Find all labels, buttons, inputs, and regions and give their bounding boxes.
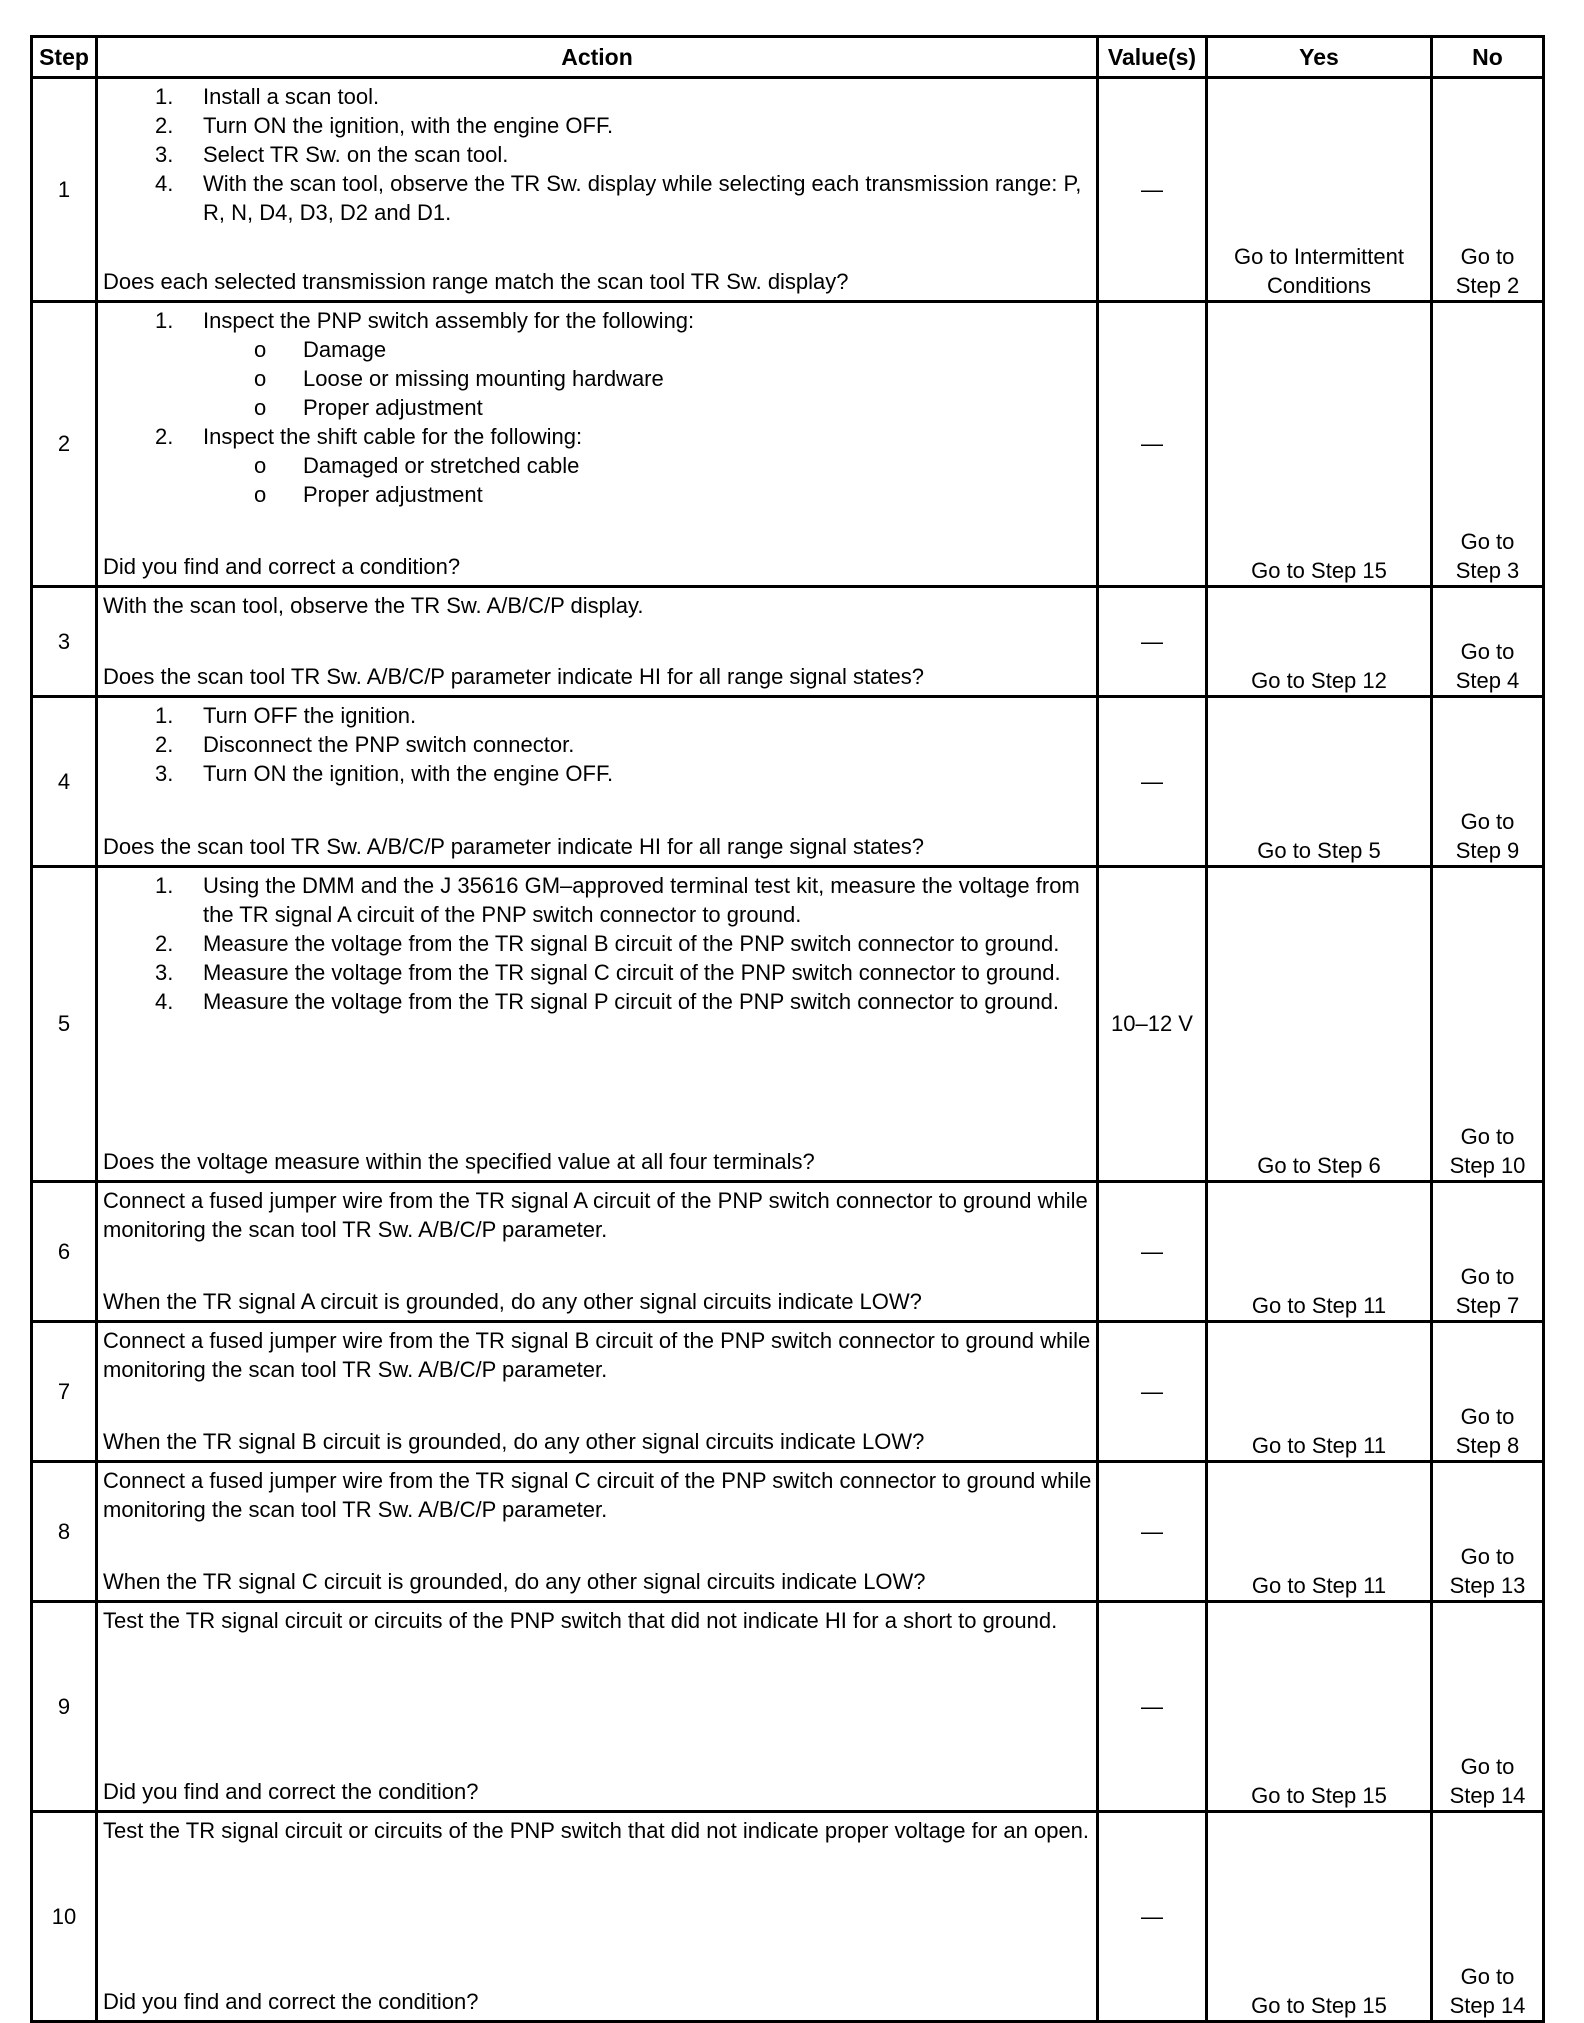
header-no: No bbox=[1432, 37, 1544, 78]
action-intro: Connect a fused jumper wire from the TR signal A circuit of the PNP switch connector to ground while monitoring the scan tool TR Sw. A/B/C/P parameter. bbox=[103, 1188, 1088, 1242]
action-step-number: 1. bbox=[155, 703, 174, 728]
action-cell bbox=[97, 78, 1098, 302]
action-cell bbox=[97, 1812, 1098, 2022]
sub-item-text: Damaged or stretched cable bbox=[303, 453, 580, 478]
value-cell: — bbox=[1098, 1462, 1207, 1602]
action-content bbox=[98, 1463, 1096, 1600]
table-row bbox=[32, 1812, 1544, 2022]
action-step-text: Disconnect the PNP switch connector. bbox=[203, 732, 575, 757]
action-step bbox=[103, 929, 1092, 958]
action-cell bbox=[97, 1602, 1098, 1812]
no-outcome bbox=[1432, 1812, 1544, 2022]
no-outcome bbox=[1432, 302, 1544, 587]
action-step bbox=[103, 169, 1092, 227]
action-step-text: Turn OFF the ignition. bbox=[203, 703, 417, 728]
sub-item bbox=[103, 393, 1092, 422]
step-number: 5 bbox=[32, 867, 97, 1182]
action-step bbox=[103, 987, 1092, 1016]
sub-item bbox=[103, 364, 1092, 393]
circle-bullet-icon: o bbox=[254, 482, 267, 507]
action-instructions bbox=[103, 1326, 1092, 1384]
no-outcome-line: Go to bbox=[1460, 1544, 1515, 1569]
yes-outcome: Go to Step 5 bbox=[1207, 697, 1432, 867]
action-steps-list bbox=[103, 871, 1092, 1016]
circle-bullet-icon: o bbox=[254, 453, 267, 478]
header-action: Action bbox=[97, 37, 1098, 78]
action-step-number: 1. bbox=[155, 308, 174, 333]
action-question: Does the scan tool TR Sw. A/B/C/P parameter indicate HI for all range signal states? bbox=[103, 834, 924, 859]
action-step-text: Measure the voltage from the TR signal P circuit of the PNP switch connector to ground. bbox=[203, 989, 1059, 1014]
action-question: Did you find and correct the condition? bbox=[103, 1779, 479, 1804]
value-cell: — bbox=[1098, 1182, 1207, 1322]
action-step-text: Inspect the PNP switch assembly for the following: bbox=[203, 308, 695, 333]
no-outcome-line: Go to bbox=[1460, 1264, 1515, 1289]
action-steps-list bbox=[103, 82, 1092, 227]
table-row bbox=[32, 587, 1544, 697]
action-intro: With the scan tool, observe the TR Sw. A/B/C/P display. bbox=[103, 593, 644, 618]
step-number: 1 bbox=[32, 78, 97, 302]
value-cell: — bbox=[1098, 302, 1207, 587]
action-instructions bbox=[103, 1606, 1092, 1635]
action-step-text: Measure the voltage from the TR signal C circuit of the PNP switch connector to ground. bbox=[203, 960, 1061, 985]
yes-outcome: Go to Step 15 bbox=[1207, 1812, 1432, 2022]
action-step-number: 4. bbox=[155, 989, 174, 1014]
no-outcome-line: Step 4 bbox=[1455, 668, 1520, 693]
no-outcome-line: Step 10 bbox=[1449, 1153, 1526, 1178]
sub-item bbox=[103, 335, 1092, 364]
sub-item bbox=[103, 480, 1092, 509]
no-outcome-line: Go to bbox=[1460, 244, 1515, 269]
action-step-text: Measure the voltage from the TR signal B circuit of the PNP switch connector to ground. bbox=[203, 931, 1060, 956]
action-instructions bbox=[103, 591, 1092, 620]
action-content bbox=[98, 868, 1096, 1180]
action-step bbox=[103, 111, 1092, 140]
no-outcome-line: Go to bbox=[1460, 1404, 1515, 1429]
action-question: Did you find and correct the condition? bbox=[103, 1989, 479, 2014]
no-outcome-line: Step 9 bbox=[1455, 838, 1520, 863]
no-outcome-line: Step 3 bbox=[1455, 558, 1520, 583]
no-outcome bbox=[1432, 78, 1544, 302]
action-instructions bbox=[103, 701, 1092, 788]
value-cell: — bbox=[1098, 1602, 1207, 1812]
action-content bbox=[98, 698, 1096, 865]
step-number: 4 bbox=[32, 697, 97, 867]
action-question: When the TR signal A circuit is grounded, do any other signal circuits indicate LOW? bbox=[103, 1289, 922, 1314]
action-instructions bbox=[103, 306, 1092, 509]
no-outcome-line: Go to bbox=[1460, 1754, 1515, 1779]
action-cell bbox=[97, 1322, 1098, 1462]
action-instructions bbox=[103, 871, 1092, 1016]
yes-outcome: Go to Step 15 bbox=[1207, 302, 1432, 587]
action-step-text: Select TR Sw. on the scan tool. bbox=[203, 142, 509, 167]
table-row bbox=[32, 1182, 1544, 1322]
action-step bbox=[103, 701, 1092, 730]
circle-bullet-icon: o bbox=[254, 337, 267, 362]
yes-outcome: Go to Step 15 bbox=[1207, 1602, 1432, 1812]
sub-item-text: Proper adjustment bbox=[303, 482, 483, 507]
action-intro: Connect a fused jumper wire from the TR signal C circuit of the PNP switch connector to ground while monitoring the scan tool TR Sw. A/B/C/P parameter. bbox=[103, 1468, 1092, 1522]
action-step-text: Turn ON the ignition, with the engine OFF. bbox=[203, 113, 614, 138]
table-row bbox=[32, 867, 1544, 1182]
sub-item-list bbox=[103, 451, 1092, 509]
yes-outcome: Go to Intermittent Conditions bbox=[1207, 78, 1432, 302]
action-instructions bbox=[103, 1186, 1092, 1244]
table-row bbox=[32, 302, 1544, 587]
action-step-text: Turn ON the ignition, with the engine OFF. bbox=[203, 761, 614, 786]
sub-item-text: Loose or missing mounting hardware bbox=[303, 366, 664, 391]
action-question: Does each selected transmission range match the scan tool TR Sw. display? bbox=[103, 269, 849, 294]
action-step-number: 3. bbox=[155, 960, 174, 985]
yes-outcome: Go to Step 6 bbox=[1207, 867, 1432, 1182]
action-cell bbox=[97, 697, 1098, 867]
action-content bbox=[98, 1813, 1096, 2020]
no-outcome bbox=[1432, 587, 1544, 697]
action-steps-list bbox=[103, 306, 1092, 509]
action-step bbox=[103, 140, 1092, 169]
action-content bbox=[98, 1183, 1096, 1320]
table-row bbox=[32, 1322, 1544, 1462]
no-outcome bbox=[1432, 1322, 1544, 1462]
circle-bullet-icon: o bbox=[254, 366, 267, 391]
header-yes: Yes bbox=[1207, 37, 1432, 78]
action-intro: Test the TR signal circuit or circuits of the PNP switch that did not indicate proper voltage for an open. bbox=[103, 1818, 1090, 1843]
header-values: Value(s) bbox=[1098, 37, 1207, 78]
action-intro: Test the TR signal circuit or circuits of the PNP switch that did not indicate HI for a short to ground. bbox=[103, 1608, 1058, 1633]
sub-item-text: Proper adjustment bbox=[303, 395, 483, 420]
action-intro: Connect a fused jumper wire from the TR signal B circuit of the PNP switch connector to ground while monitoring the scan tool TR Sw. A/B/C/P parameter. bbox=[103, 1328, 1091, 1382]
no-outcome bbox=[1432, 1182, 1544, 1322]
step-number: 2 bbox=[32, 302, 97, 587]
no-outcome-line: Go to bbox=[1460, 639, 1515, 664]
yes-outcome: Go to Step 11 bbox=[1207, 1462, 1432, 1602]
action-question: Does the scan tool TR Sw. A/B/C/P parameter indicate HI for all range signal states? bbox=[103, 664, 924, 689]
action-content bbox=[98, 1603, 1096, 1810]
no-outcome-line: Step 7 bbox=[1455, 1293, 1520, 1318]
action-steps-list bbox=[103, 701, 1092, 788]
action-cell bbox=[97, 867, 1098, 1182]
step-number: 10 bbox=[32, 1812, 97, 2022]
action-step-number: 2. bbox=[155, 732, 174, 757]
action-step-number: 3. bbox=[155, 142, 174, 167]
step-number: 3 bbox=[32, 587, 97, 697]
action-step-text: Inspect the shift cable for the following: bbox=[203, 424, 583, 449]
table-row bbox=[32, 1602, 1544, 1812]
no-outcome bbox=[1432, 1462, 1544, 1602]
action-step bbox=[103, 422, 1092, 451]
action-step bbox=[103, 871, 1092, 929]
value-cell: — bbox=[1098, 587, 1207, 697]
step-number: 6 bbox=[32, 1182, 97, 1322]
action-step-number: 2. bbox=[155, 113, 174, 138]
no-outcome-line: Go to bbox=[1460, 529, 1515, 554]
diagnostic-table bbox=[30, 35, 1545, 2023]
value-cell: 10–12 V bbox=[1098, 867, 1207, 1182]
action-step-number: 2. bbox=[155, 424, 174, 449]
header-row bbox=[32, 37, 1544, 78]
action-question: When the TR signal B circuit is grounded, do any other signal circuits indicate LOW? bbox=[103, 1429, 925, 1454]
step-number: 7 bbox=[32, 1322, 97, 1462]
no-outcome-line: Go to bbox=[1460, 809, 1515, 834]
action-step bbox=[103, 759, 1092, 788]
yes-outcome: Go to Step 11 bbox=[1207, 1322, 1432, 1462]
action-question: Does the voltage measure within the specified value at all four terminals? bbox=[103, 1149, 815, 1174]
action-question: When the TR signal C circuit is grounded, do any other signal circuits indicate LOW? bbox=[103, 1569, 926, 1594]
value-cell: — bbox=[1098, 697, 1207, 867]
action-step bbox=[103, 82, 1092, 111]
no-outcome-line: Go to bbox=[1460, 1124, 1515, 1149]
action-step bbox=[103, 306, 1092, 335]
action-cell bbox=[97, 1182, 1098, 1322]
action-step bbox=[103, 730, 1092, 759]
value-cell: — bbox=[1098, 1812, 1207, 2022]
action-step-number: 4. bbox=[155, 171, 174, 196]
sub-item-list bbox=[103, 335, 1092, 422]
circle-bullet-icon: o bbox=[254, 395, 267, 420]
action-instructions bbox=[103, 82, 1092, 227]
step-number: 8 bbox=[32, 1462, 97, 1602]
action-content bbox=[98, 1323, 1096, 1460]
sub-item bbox=[103, 451, 1092, 480]
action-content bbox=[98, 79, 1096, 300]
no-outcome bbox=[1432, 1602, 1544, 1812]
action-instructions bbox=[103, 1816, 1092, 1845]
no-outcome bbox=[1432, 867, 1544, 1182]
yes-outcome: Go to Step 11 bbox=[1207, 1182, 1432, 1322]
action-question: Did you find and correct a condition? bbox=[103, 554, 461, 579]
no-outcome-line: Step 14 bbox=[1449, 1993, 1526, 2018]
no-outcome-line: Go to bbox=[1460, 1964, 1515, 1989]
no-outcome bbox=[1432, 697, 1544, 867]
table-row bbox=[32, 697, 1544, 867]
header-step: Step bbox=[32, 37, 97, 78]
no-outcome-line: Step 8 bbox=[1455, 1433, 1520, 1458]
action-step-text: With the scan tool, observe the TR Sw. display while selecting each transmission range: P, R, N, D4, D3, D2 and D1. bbox=[203, 171, 1082, 225]
action-cell bbox=[97, 587, 1098, 697]
action-step bbox=[103, 958, 1092, 987]
sub-item-text: Damage bbox=[303, 337, 387, 362]
value-cell: — bbox=[1098, 78, 1207, 302]
action-content bbox=[98, 588, 1096, 695]
value-cell: — bbox=[1098, 1322, 1207, 1462]
table-row bbox=[32, 78, 1544, 302]
table-row bbox=[32, 1462, 1544, 1602]
action-cell bbox=[97, 302, 1098, 587]
action-instructions bbox=[103, 1466, 1092, 1524]
yes-outcome: Go to Step 12 bbox=[1207, 587, 1432, 697]
action-cell bbox=[97, 1462, 1098, 1602]
no-outcome-line: Step 2 bbox=[1455, 273, 1520, 298]
action-step-number: 1. bbox=[155, 873, 174, 898]
action-step-number: 2. bbox=[155, 931, 174, 956]
action-step-text: Install a scan tool. bbox=[203, 84, 380, 109]
action-step-number: 3. bbox=[155, 761, 174, 786]
no-outcome-line: Step 14 bbox=[1449, 1783, 1526, 1808]
action-step-number: 1. bbox=[155, 84, 174, 109]
action-content bbox=[98, 303, 1096, 585]
no-outcome-line: Step 13 bbox=[1449, 1573, 1526, 1598]
step-number: 9 bbox=[32, 1602, 97, 1812]
action-step-text: Using the DMM and the J 35616 GM–approved terminal test kit, measure the voltage from the TR signal A circuit of the PNP switch connector to ground. bbox=[203, 873, 1080, 927]
